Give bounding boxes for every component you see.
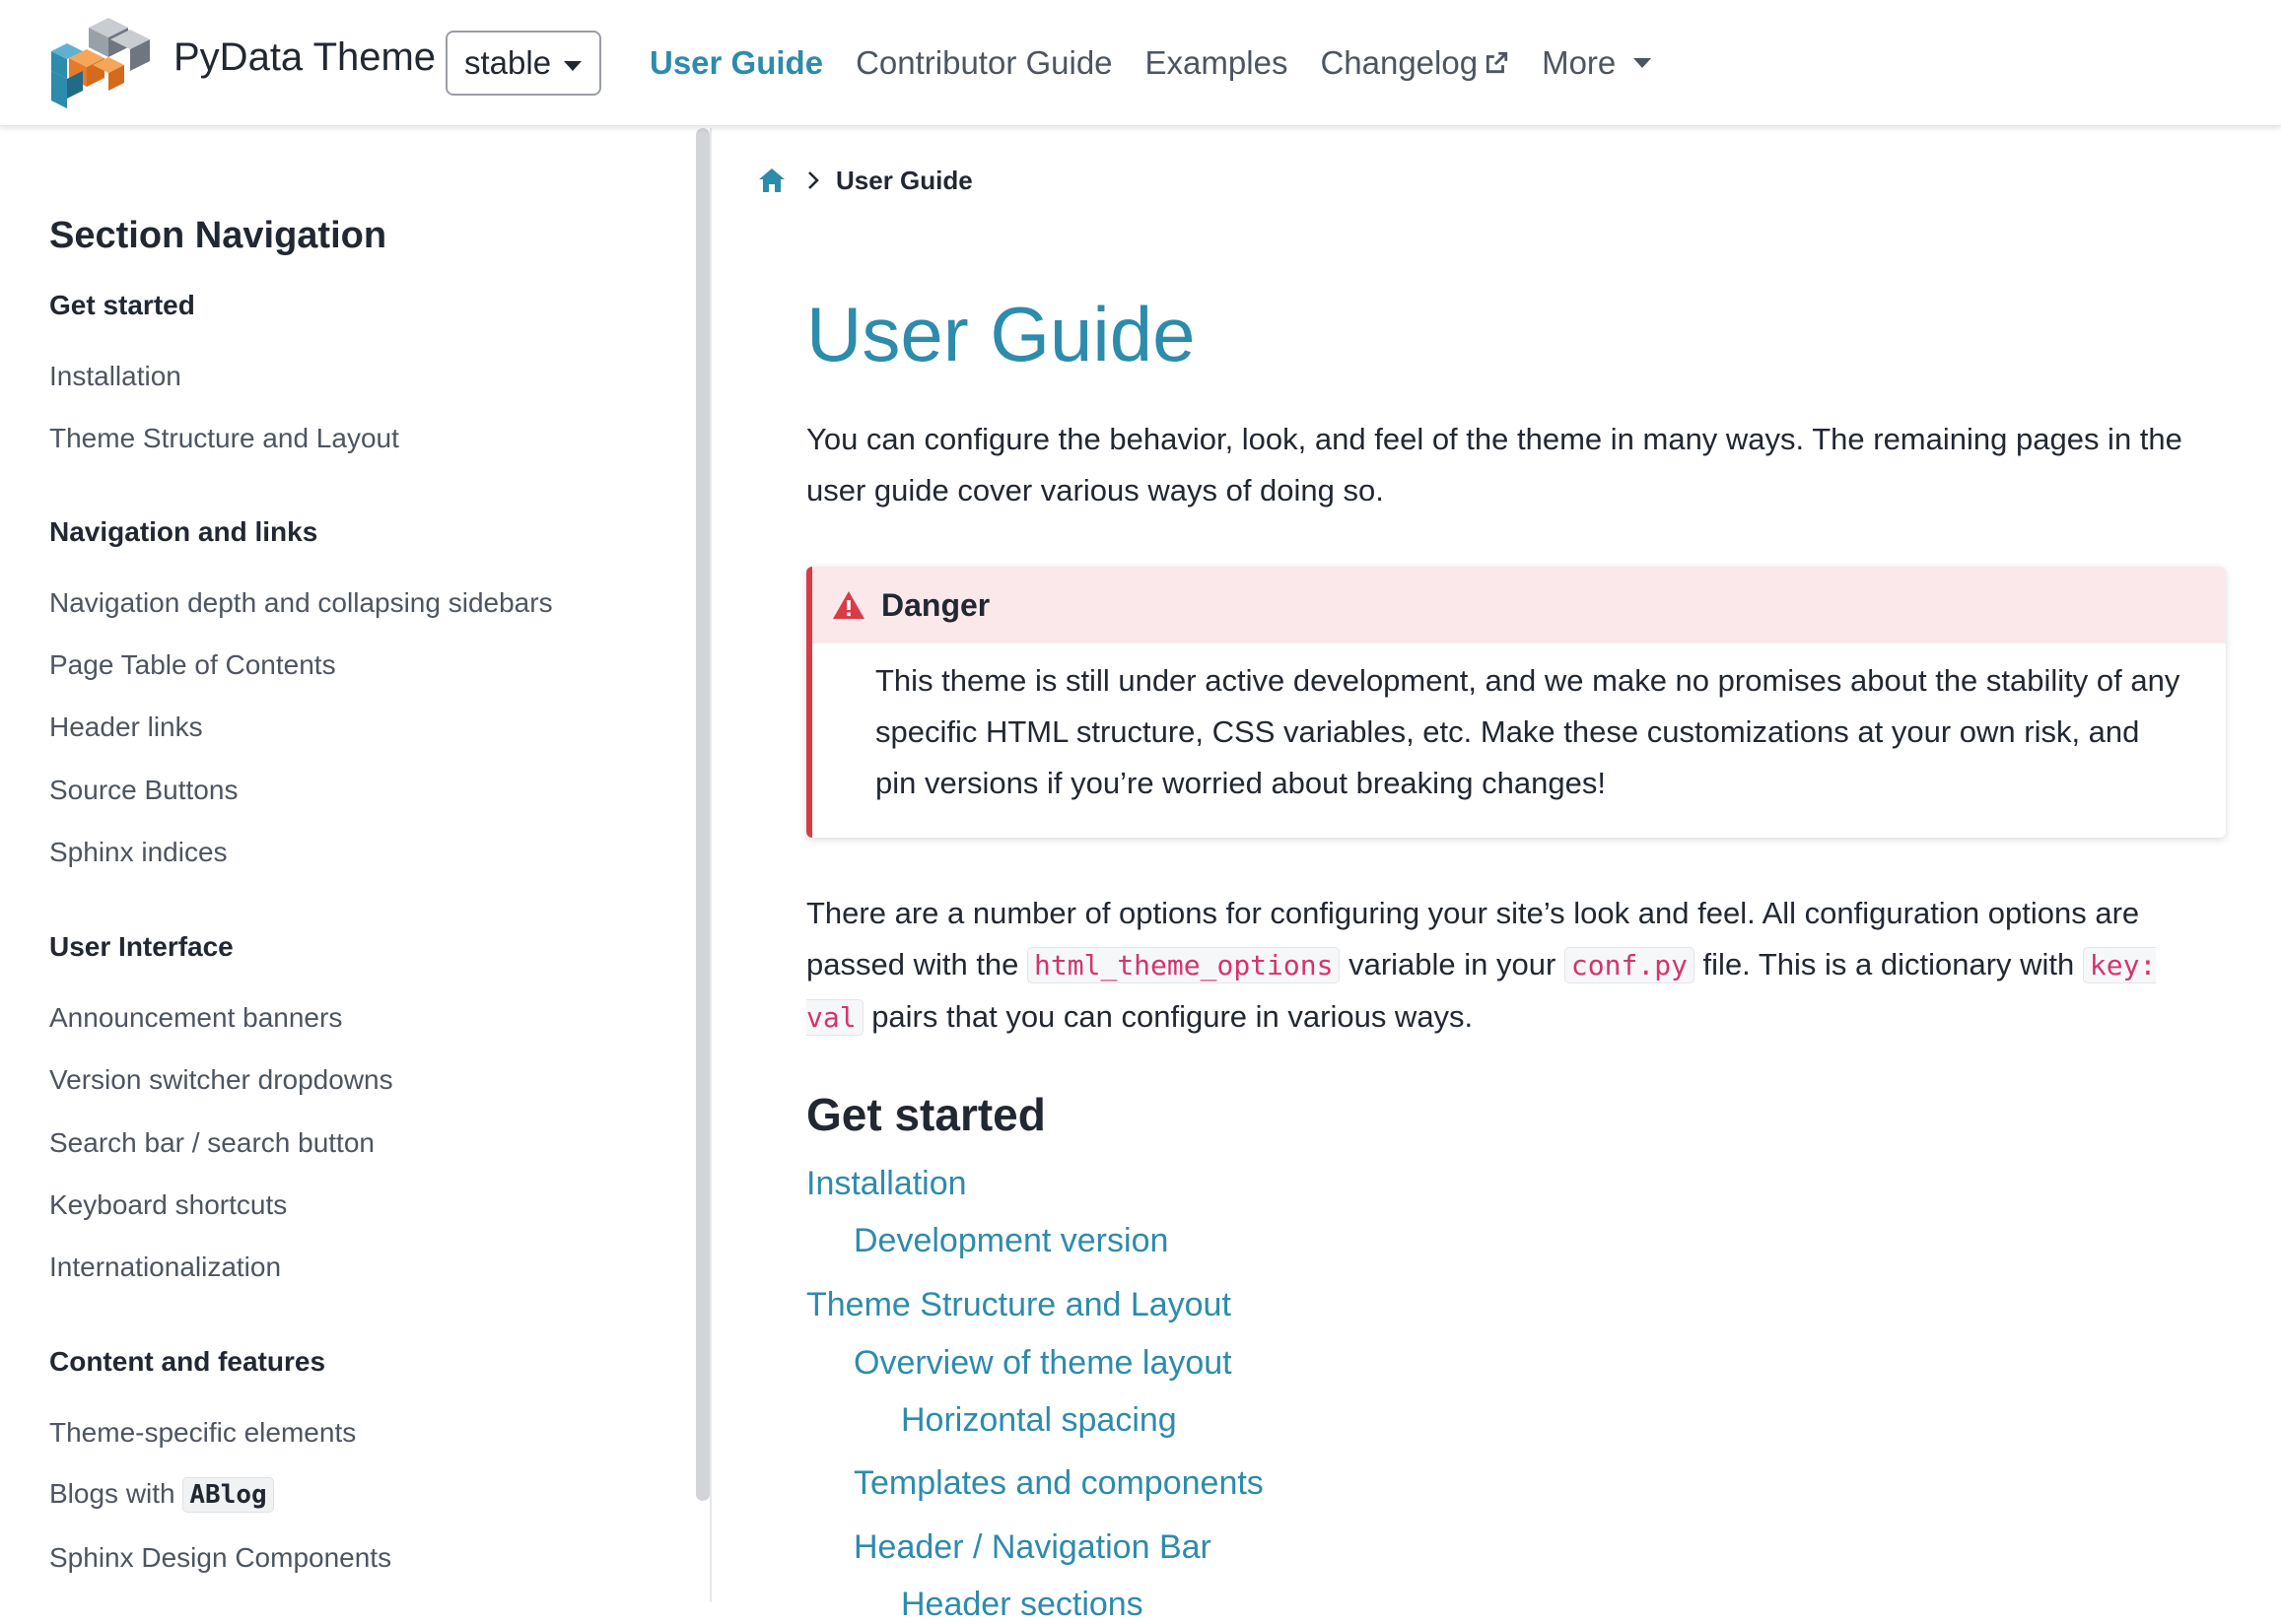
toc-header-sections[interactable]: Header sections (901, 1586, 1143, 1623)
external-link-icon (1484, 50, 1509, 76)
pydata-logo-icon[interactable] (47, 16, 158, 110)
config-text-1: There are a number of options for configuring your site’s look and feel. All configuration options are passed with the (806, 896, 2140, 981)
toc-theme-structure[interactable]: Theme Structure and Layout (806, 1286, 1231, 1323)
nav-more-label: More (1542, 44, 1617, 81)
sidebar-item-sphinx-indices[interactable]: Sphinx indices (49, 837, 228, 867)
breadcrumb (757, 161, 973, 200)
top-navbar (0, 0, 2281, 126)
danger-admonition-header (812, 567, 2226, 643)
toc-horizontal-spacing[interactable]: Horizontal spacing (901, 1401, 1177, 1439)
sidebar-item-version-switcher[interactable]: Version switcher dropdowns (49, 1064, 393, 1095)
config-paragraph (806, 888, 2226, 1044)
nav-examples[interactable]: Examples (1144, 44, 1288, 81)
toc-development-version[interactable]: Development version (854, 1222, 1169, 1259)
sidebar-item-navigation-depth[interactable]: Navigation depth and collapsing sidebars (49, 587, 553, 618)
nav-contributor-guide[interactable]: Contributor Guide (856, 44, 1113, 81)
sidebar-item-search-bar[interactable]: Search bar / search button (49, 1127, 375, 1158)
ablog-code: ABlog (182, 1477, 273, 1513)
sidebar-divider (710, 128, 712, 1602)
sidebar-item-theme-structure[interactable]: Theme Structure and Layout (49, 423, 399, 453)
section-get-started-heading: Get started (806, 1089, 1046, 1140)
config-text-3: file. This is a dictionary with (1693, 947, 2083, 981)
sidebar-item-announcement-banners[interactable]: Announcement banners (49, 1002, 343, 1033)
toc-installation[interactable]: Installation (806, 1165, 967, 1202)
config-text-4: pairs that you can configure in various ways. (863, 999, 1474, 1034)
sidebar-item-theme-specific-elements[interactable]: Theme-specific elements (49, 1417, 357, 1448)
sidebar-item-internationalization[interactable]: Internationalization (49, 1252, 282, 1282)
sidebar-item-header-links[interactable]: Header links (49, 711, 203, 742)
nav-changelog-label: Changelog (1320, 44, 1479, 81)
intro-paragraph: You can configure the behavior, look, and feel of the theme in many ways. The remaining pages in the user guide cover various ways of doing so. (806, 422, 2182, 508)
sidebar-scrollbar-thumb[interactable] (696, 128, 710, 1501)
section-navigation-title: Section Navigation (49, 215, 387, 256)
warning-triangle-icon (832, 590, 865, 620)
toc-overview-layout[interactable]: Overview of theme layout (854, 1344, 1232, 1382)
sidebar-item-installation[interactable]: Installation (49, 361, 181, 391)
sidebar-caption-content-features: Content and features (49, 1346, 326, 1377)
caret-down-icon (1633, 58, 1651, 68)
sidebar-item-page-toc[interactable]: Page Table of Contents (49, 649, 336, 680)
danger-admonition (806, 567, 2226, 838)
code-key-val: key: val (806, 949, 2157, 1034)
code-html-theme-options: html_theme_options (1027, 947, 1340, 983)
sidebar-item-source-buttons[interactable]: Source Buttons (49, 775, 239, 805)
code-conf-py: conf.py (1564, 947, 1694, 983)
nav-user-guide[interactable]: User Guide (650, 44, 824, 81)
caret-down-icon (564, 61, 582, 71)
nav-more-dropdown[interactable] (1542, 44, 1651, 82)
config-text-2: variable in your (1340, 947, 1564, 981)
danger-body: This theme is still under active development, and we make no promises about the stability of any specific HTML structure, CSS variables, etc. Make these customizations at your own risk, and pin versions if you’re worried about breaking changes! (875, 663, 2180, 800)
page-title: User Guide (806, 291, 1196, 377)
breadcrumb-current: User Guide (836, 165, 973, 195)
brand-title[interactable]: PyData Theme (173, 35, 437, 79)
chevron-right-icon (804, 169, 822, 191)
sidebar-item-blogs-ablog[interactable] (49, 1478, 274, 1510)
sidebar-item-blogs-label: Blogs with (49, 1478, 175, 1509)
nav-changelog[interactable] (1320, 44, 1509, 82)
sidebar-caption-user-interface: User Interface (49, 931, 234, 962)
sidebar-item-sphinx-design[interactable]: Sphinx Design Components (49, 1542, 392, 1573)
sidebar-caption-navigation-links: Navigation and links (49, 516, 318, 547)
home-icon[interactable] (757, 167, 787, 194)
sidebar-item-keyboard-shortcuts[interactable]: Keyboard shortcuts (49, 1189, 288, 1220)
version-switcher-button[interactable] (446, 31, 601, 96)
version-label: stable (464, 44, 552, 81)
toc-templates-components[interactable]: Templates and components (854, 1464, 1264, 1502)
header-nav (650, 0, 1684, 126)
toc-header-navbar[interactable]: Header / Navigation Bar (854, 1528, 1211, 1566)
sidebar-caption-get-started: Get started (49, 290, 195, 320)
danger-title: Danger (881, 586, 991, 623)
